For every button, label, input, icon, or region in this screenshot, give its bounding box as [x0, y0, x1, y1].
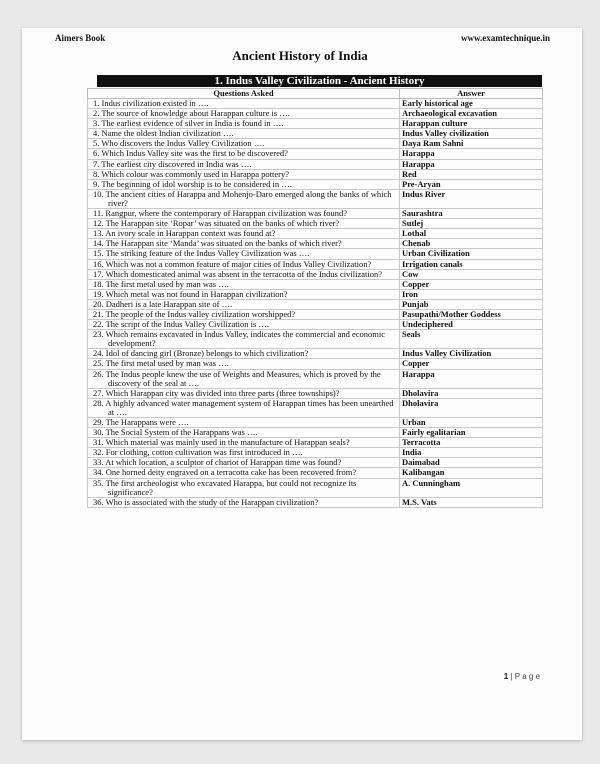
- question-text: 4. Name the oldest Indian civilization ….: [93, 128, 234, 139]
- question-text: 31. Which material was mainly used in the manufacture of Harappan seals?: [93, 437, 350, 448]
- question-text: 11. Rangpur, where the contemporary of Harappan civilization was found?: [93, 208, 348, 219]
- question-cell: [88, 219, 400, 229]
- question-text: 12. The Harappan site ‘Ropar’ was situated on the banks of which river?: [93, 218, 340, 229]
- answer-cell: Harappa: [400, 369, 543, 388]
- table-row: [88, 398, 543, 417]
- question-text: 28. A highly advanced water management system of Harappan times has been unearthed at ….: [93, 397, 394, 417]
- answer-cell: Saurashtra: [400, 209, 543, 219]
- header-website: www.examtechnique.in: [460, 33, 550, 43]
- question-cell: [88, 448, 400, 458]
- answer-cell: Indus Valley civilization: [400, 129, 543, 139]
- answer-cell: Sutlej: [400, 219, 543, 229]
- column-header-answer: Answer: [400, 89, 543, 99]
- table-row: [88, 330, 543, 349]
- question-text: 5. Who discovers the Indus Valley Civilization ….: [93, 138, 265, 149]
- table-body: [88, 99, 543, 508]
- table-row: [88, 209, 543, 219]
- question-cell: [88, 289, 400, 299]
- question-cell: [88, 478, 400, 497]
- answer-cell: Copper: [400, 279, 543, 289]
- question-text: 36. Who is associated with the study of the Harappan civilization?: [93, 496, 319, 507]
- question-cell: [88, 309, 400, 319]
- table-row: [88, 388, 543, 398]
- table-row: [88, 139, 543, 149]
- question-text: 9. The beginning of idol worship is to be considered in ….: [93, 178, 292, 189]
- table-row: [88, 438, 543, 448]
- header-book-name: Aimers Book: [55, 33, 106, 43]
- question-text: 30. The Social System of the Harappans was ….: [93, 427, 258, 438]
- question-cell: [88, 129, 400, 139]
- question-cell: [88, 320, 400, 330]
- question-text: 7. The earliest city discovered in India was ….: [93, 158, 252, 169]
- question-cell: [88, 259, 400, 269]
- answer-cell: Daimabad: [400, 458, 543, 468]
- table-row: [88, 229, 543, 239]
- table-row: [88, 269, 543, 279]
- question-cell: [88, 438, 400, 448]
- question-cell: [88, 179, 400, 189]
- question-cell: [88, 119, 400, 129]
- answer-cell: Chenab: [400, 239, 543, 249]
- question-text: 20. Dadheri is a late Harappan site of ….: [93, 298, 233, 309]
- question-text: 25. The first metal used by man was ….: [93, 358, 229, 369]
- answer-cell: Pasupathi/Mother Goddess: [400, 309, 543, 319]
- answer-cell: Indus Valley Civilization: [400, 349, 543, 359]
- question-text: 17. Which domesticated animal was absent in the terracotta of the Indus civilization?: [93, 268, 382, 279]
- answer-cell: Red: [400, 169, 543, 179]
- answer-cell: M.S. Vats: [400, 497, 543, 507]
- question-cell: [88, 359, 400, 369]
- question-text: 35. The first archeologist who excavated Harappa, but could not recognize its significance?: [93, 477, 357, 497]
- answer-cell: Pre-Aryan: [400, 179, 543, 189]
- table-row: [88, 369, 543, 388]
- question-text: 8. Which colour was commonly used in Harappa pottery?: [93, 168, 289, 179]
- page-label: | P a g e: [510, 672, 540, 681]
- table-row: [88, 478, 543, 497]
- answer-cell: A. Cunningham: [400, 478, 543, 497]
- answer-cell: Harappa: [400, 159, 543, 169]
- question-cell: [88, 418, 400, 428]
- question-cell: [88, 458, 400, 468]
- question-cell: [88, 269, 400, 279]
- question-cell: [88, 388, 400, 398]
- question-cell: [88, 169, 400, 179]
- question-text: 3. The earliest evidence of silver in India is found in ….: [93, 118, 284, 129]
- question-cell: [88, 299, 400, 309]
- answer-cell: Lothal: [400, 229, 543, 239]
- column-header-questions: Questions Asked: [88, 89, 400, 99]
- answer-cell: Archaeological excavation: [400, 109, 543, 119]
- table-row: [88, 279, 543, 289]
- section-title: 1. Indus Valley Civilization - Ancient History: [97, 75, 542, 87]
- question-text: 22. The script of the Indus Valley Civilization is ….: [93, 319, 270, 330]
- question-cell: [88, 497, 400, 507]
- table-row: [88, 289, 543, 299]
- question-cell: [88, 369, 400, 388]
- question-text: 19. Which metal was not found in Harappan civilization?: [93, 288, 288, 299]
- question-text: 29. The Harappans were ….: [93, 417, 189, 427]
- answer-cell: Urban Civilization: [400, 249, 543, 259]
- table-row: [88, 109, 543, 119]
- table-row: [88, 219, 543, 229]
- question-text: 27. Which Harappan city was divided into three parts (three townships)?: [93, 387, 340, 398]
- table-row: [88, 349, 543, 359]
- answer-cell: India: [400, 448, 543, 458]
- answer-cell: Undeciphered: [400, 320, 543, 330]
- question-cell: [88, 239, 400, 249]
- question-text: 2. The source of knowledge about Harappan culture is ….: [93, 108, 290, 119]
- question-cell: [88, 99, 400, 109]
- answer-cell: Cow: [400, 269, 543, 279]
- question-cell: [88, 149, 400, 159]
- question-text: 21. The people of the Indus valley civilization worshipped?: [93, 308, 296, 319]
- question-text: 26. The Indus people knew the use of Weights and Measures, which is proved by the discovery of the seal at ….: [93, 368, 381, 388]
- page-title: Ancient History of India: [232, 48, 368, 63]
- answer-cell: Early historical age: [400, 99, 543, 109]
- table-row: [88, 418, 543, 428]
- question-cell: [88, 249, 400, 259]
- question-cell: [88, 209, 400, 219]
- table-row: [88, 239, 543, 249]
- question-cell: [88, 189, 400, 208]
- answer-cell: Dholavira: [400, 398, 543, 417]
- question-text: 34. One horned deity engraved on a terracotta cake has been recovered from?: [93, 467, 357, 478]
- table-header-row: [88, 89, 543, 99]
- answer-cell: Punjab: [400, 299, 543, 309]
- question-text: 14. The Harappan site ‘Manda’ was situated on the banks of which river?: [93, 238, 342, 249]
- question-cell: [88, 330, 400, 349]
- answer-cell: Copper: [400, 359, 543, 369]
- question-text: 24. Idol of dancing girl (Bronze) belongs to which civilization?: [93, 348, 309, 359]
- table-row: [88, 320, 543, 330]
- question-cell: [88, 398, 400, 417]
- table-row: [88, 497, 543, 507]
- table-row: [88, 179, 543, 189]
- table-row: [88, 359, 543, 369]
- table-row: [88, 129, 543, 139]
- table-row: [88, 149, 543, 159]
- question-text: 16. Which was not a common feature of major cities of Indus Valley Civilization?: [93, 258, 372, 269]
- question-cell: [88, 279, 400, 289]
- question-text: 15. The striking feature of the Indus Valley Civilization was ….: [93, 248, 310, 259]
- page-number: 1: [503, 672, 509, 681]
- question-text: 6. Which Indus Valley site was the first to be discovered?: [93, 148, 288, 159]
- table-row: [88, 99, 543, 109]
- table-row: [88, 249, 543, 259]
- table-row: [88, 119, 543, 129]
- table-row: [88, 189, 543, 208]
- answer-cell: Iron: [400, 289, 543, 299]
- question-text: 33. At which location, a sculptor of chariot of Harappan time was found?: [93, 457, 342, 468]
- answer-cell: Irrigation canals: [400, 259, 543, 269]
- question-text: 18. The first metal used by man was ….: [93, 278, 229, 289]
- table-row: [88, 169, 543, 179]
- question-cell: [88, 468, 400, 478]
- table-row: [88, 309, 543, 319]
- answer-cell: Harappa: [400, 149, 543, 159]
- question-text: 13. An ivory scale in Harappan context was found at?: [93, 228, 276, 239]
- answer-cell: Kalibangan: [400, 468, 543, 478]
- qa-table: [87, 88, 543, 508]
- answer-cell: Terracotta: [400, 438, 543, 448]
- answer-cell: Seals: [400, 330, 543, 349]
- question-text: 23. Which remains excavated in Indus Valley, indicates the commercial and economic development?: [93, 329, 386, 349]
- answer-cell: Urban: [400, 418, 543, 428]
- question-cell: [88, 428, 400, 438]
- table-row: [88, 259, 543, 269]
- question-cell: [88, 229, 400, 239]
- table-row: [88, 458, 543, 468]
- table-row: [88, 448, 543, 458]
- question-cell: [88, 109, 400, 119]
- question-cell: [88, 349, 400, 359]
- answer-cell: Dholavira: [400, 388, 543, 398]
- answer-cell: Indus River: [400, 189, 543, 208]
- question-text: 10. The ancient cities of Harappa and Mohenjo-Daro emerged along the banks of which river?: [93, 188, 392, 208]
- answer-cell: Fairly egalitarian: [400, 428, 543, 438]
- question-cell: [88, 159, 400, 169]
- table-row: [88, 159, 543, 169]
- question-text: 32. For clothing, cotton cultivation was first introduced in ….: [93, 447, 303, 458]
- question-text: 1. Indus civilization existed in ….: [93, 98, 209, 108]
- page-footer: [504, 672, 540, 681]
- table-row: [88, 428, 543, 438]
- table-row: [88, 468, 543, 478]
- question-cell: [88, 139, 400, 149]
- answer-cell: Harappan culture: [400, 119, 543, 129]
- answer-cell: Daya Ram Sahni: [400, 139, 543, 149]
- table-row: [88, 299, 543, 309]
